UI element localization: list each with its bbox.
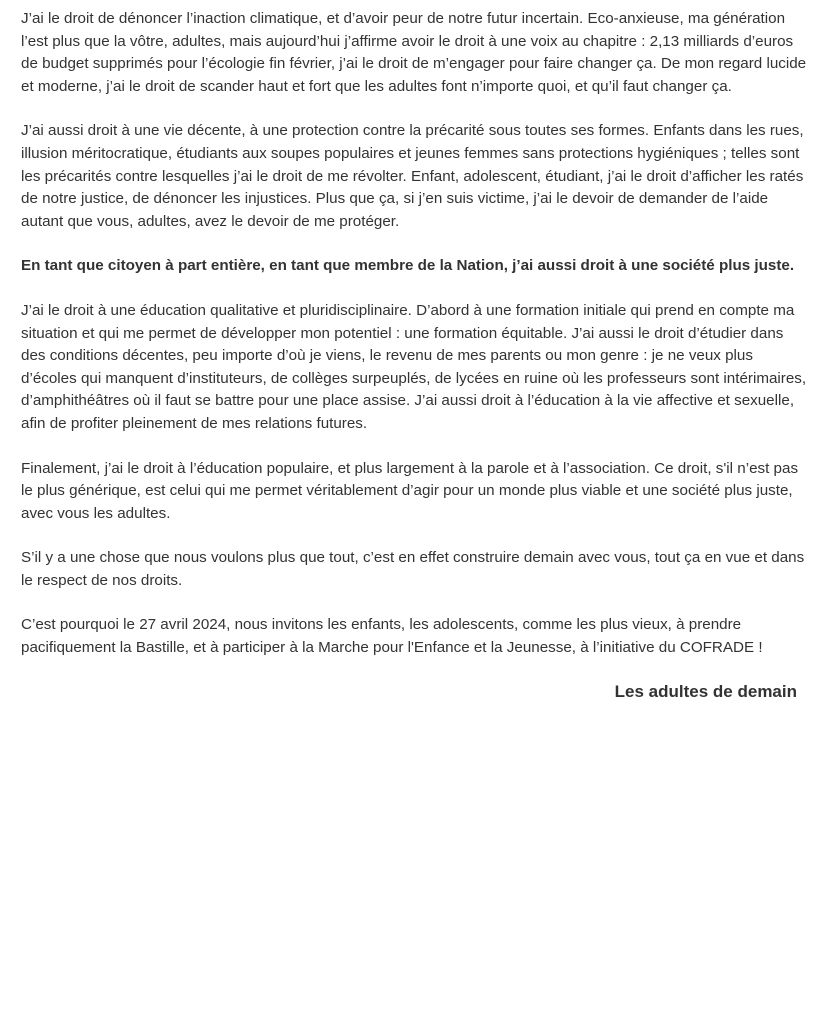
paragraph-education: J’ai le droit à une éducation qualitative et pluridisciplinaire. D’abord à une formation initiale qui prend en compte ma situation et qui me permet de développer mon potentiel : une formation équitable. J’ai aussi le droit d’étudier dans des conditions décentes, peu importe d’où je viens, le revenu de mes parents ou mon genre : je ne veux plus d’écoles qui manquent d’instituteurs, de collèges surpeuplés, de lycées en ruine où les professeurs sont intérimaires, d’amphithéâtres où il faut se battre pour une place assise. J’ai aussi droit à l’éducation à la vie affective et sexuelle, afin de profiter pleinement de mes relations futures. xyxy=(21,301,807,432)
paragraph-build-tomorrow: S’il y a une chose que nous voulons plus que tout, c’est en effet construire demain avec vous, tout ça en vue et dans le respect de nos droits. xyxy=(21,549,805,589)
paragraph-climate: J’ai le droit de dénoncer l’inaction climatique, et d’avoir peur de notre futur incertain. Eco-anxieuse, ma génération l’est plus que la vôtre, adultes, mais aujourd’hui j’affirme avoir le droit à une voix au chapitre : 2,13 milliards d’euros de budget supprimés pour l’écologie fin février, j’ai le droit de m’engager pour faire changer ça. De mon regard lucide et moderne, j’ai le droit de scander haut et fort que les adultes font n’importe quoi, et qu’il faut changer ça. xyxy=(21,10,807,95)
paragraph-precarity: J’ai aussi droit à une vie décente, à une protection contre la précarité sous toutes ses formes. Enfants dans les rues, illusion méritocratique, étudiants aux soupes populaires et jeunes femmes sans protections hygiéniques ; telles sont les précarités contre lesquelles j’ai le droit de me révolter. Enfant, adolescent, étudiant, j’ai le droit d’afficher les ratés de notre justice, de dénoncer les injustices. Plus que ça, si j’en suis victime, j’ai le devoir de demander de l’aide autant que vous, adultes, avez le devoir de me protéger. xyxy=(21,122,804,230)
paragraph-society: En tant que citoyen à part entière, en tant que membre de la Nation, j’ai aussi droit à une société plus juste. xyxy=(21,257,795,275)
signature: Les adultes de demain xyxy=(614,681,797,701)
paragraph-invitation: C’est pourquoi le 27 avril 2024, nous invitons les enfants, les adolescents, comme les plus vieux, à prendre pacifiquement la Bastille, et à participer à la Marche pour l'Enfance et la Jeunesse, à l’initiative du COFRADE ! xyxy=(21,616,763,657)
letter-body xyxy=(21,8,809,702)
paragraph-popular-education: Finalement, j’ai le droit à l’éducation populaire, et plus largement à la parole et à l’association. Ce droit, s'il n’est pas le plus générique, est celui qui me permet véritablement d’agir pour un monde plus viable et une société plus juste, avec vous les adultes. xyxy=(21,459,799,522)
